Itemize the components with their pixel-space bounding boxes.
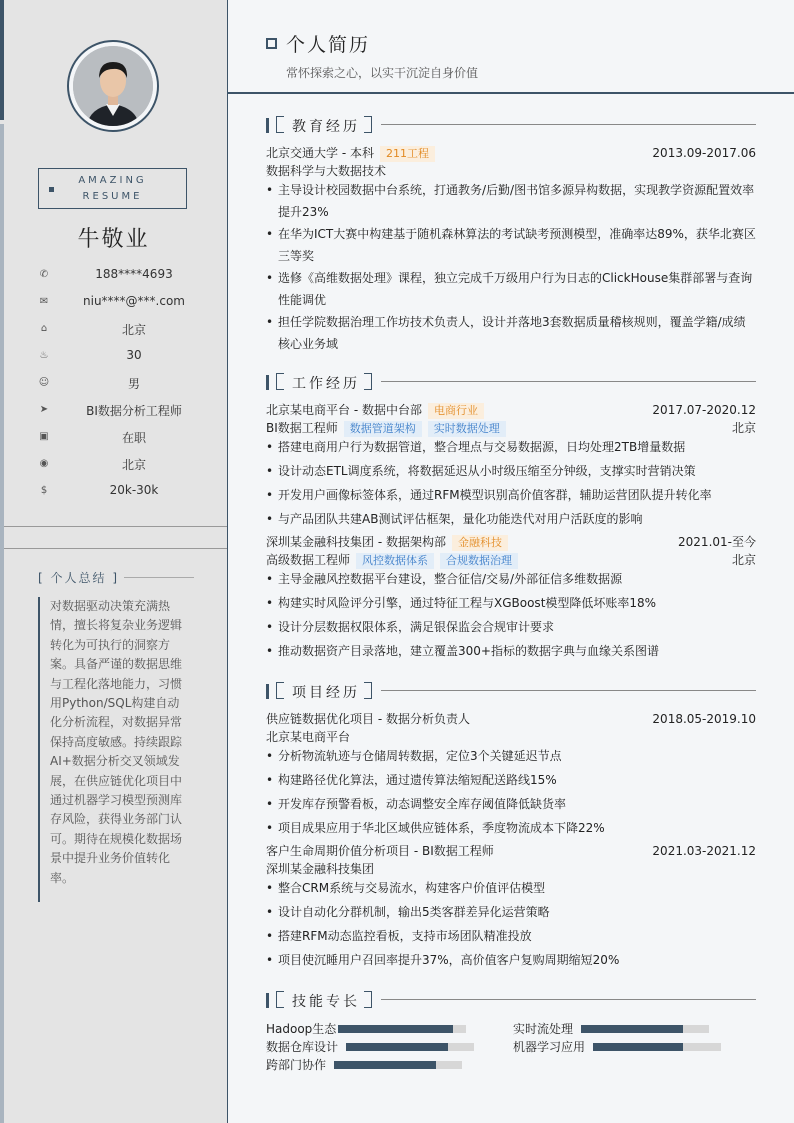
job-role: BI数据工程师 — [266, 421, 338, 435]
info-home — [38, 321, 208, 341]
section-bracket-left — [276, 682, 284, 699]
info-status — [38, 429, 208, 449]
sidebar-accent-bar-light — [0, 124, 4, 1123]
list-item: • 设计动态ETL调度系统，将数据延迟从小时级压缩至分钟级，支撑实时营销决策 — [266, 461, 756, 483]
skill-bar-track — [581, 1025, 709, 1033]
tag-square-icon — [49, 187, 54, 192]
skill-bar-fill — [334, 1061, 436, 1069]
school-badge: 211工程 — [380, 146, 435, 162]
project-org-text: 深圳某金融科技集团 — [266, 862, 375, 876]
skill-bar-track — [346, 1043, 474, 1051]
list-item: • 选修《高维数据处理》课程，独立完成千万级用户行为日志的ClickHouse集群部署与查询性能调优 — [266, 268, 756, 311]
section-bracket-left — [276, 116, 284, 133]
school-name: 北京交通大学 - 本科 — [266, 146, 374, 160]
resume-tag — [38, 168, 187, 209]
job-header — [266, 402, 756, 419]
info-text: niu****@***.com — [83, 294, 185, 308]
info-age — [38, 348, 208, 368]
info-text: 在职 — [121, 431, 146, 445]
section-line — [381, 381, 756, 382]
money-icon: $ — [40, 485, 48, 496]
skill-name: 机器学习应用 — [513, 1040, 586, 1054]
list-item: • 开发库存预警看板，动态调整安全库存阈值降低缺货率 — [266, 794, 756, 816]
list-item: • 搭建电商用户行为数据管道，整合埋点与交易数据源，日均处理2TB增量数据 — [266, 437, 756, 459]
info-text: 188****4693 — [95, 267, 173, 281]
skill-item — [513, 1039, 733, 1055]
avatar-photo — [73, 46, 153, 126]
sidebar-divider — [4, 548, 227, 549]
skill-tag: 风控数据体系 — [356, 553, 434, 569]
list-item: • 担任学院数据治理工作坊技术负责人，设计并落地3套数据质量稽核规则，覆盖学籍/成绩核心业务域 — [266, 312, 756, 355]
list-item: • 分析物流轨迹与仓储周转数据，定位3个关键延迟节点 — [266, 746, 756, 768]
location-icon: ◉ — [39, 458, 49, 469]
project-dates: 2021.03-2021.12 — [652, 844, 756, 858]
info-email — [38, 294, 208, 314]
info-gender — [38, 375, 208, 395]
list-item: • 项目成果应用于华北区域供应链体系，季度物流成本下降22% — [266, 818, 756, 840]
skill-name: 实时流处理 — [513, 1022, 574, 1036]
info-text: BI数据分析工程师 — [86, 404, 182, 418]
job-city: 北京 — [731, 553, 756, 567]
summary-title-line — [124, 577, 194, 578]
job-role-row — [266, 552, 756, 569]
project-org-text: 北京某电商平台 — [266, 730, 351, 744]
summary-text: 对数据驱动决策充满热情，擅长将复杂业务逻辑转化为可执行的洞察方案。具备严谨的数据思维与工程化落地能力，习惯用Python/SQL构建自动化分析流程，对数据异常保持高度敏感。持续跟踪AI+数据分析交叉领域发展，在供应链优化项目中通过机器学习模型预测库存风险，获得业务部门认可。期待在规模化数据场景中提升业务价值转化率。 — [50, 599, 183, 885]
person-name: 牛敬业 — [77, 227, 150, 252]
job-city: 北京 — [731, 421, 756, 435]
skill-name: Hadoop生态 — [266, 1022, 337, 1036]
project-header — [266, 711, 756, 728]
avatar — [67, 40, 159, 132]
project-org — [266, 729, 756, 746]
list-item: • 与产品团队共建AB测试评估框架，量化功能迭代对用户活跃度的影响 — [266, 509, 756, 531]
tag-line-1: AMAZING — [78, 175, 147, 186]
job-dates: 2021.01-至今 — [678, 535, 756, 549]
section-bar — [266, 684, 269, 699]
section-bar — [266, 993, 269, 1008]
skill-bar-track — [338, 1025, 466, 1033]
info-text: 北京 — [121, 323, 146, 337]
mail-icon: ✉ — [39, 296, 49, 307]
skill-item — [513, 1021, 723, 1037]
info-location — [38, 456, 208, 476]
summary-bar — [38, 597, 40, 902]
skill-bar-track — [334, 1061, 462, 1069]
list-item: • 整合CRM系统与交易流水，构建客户价值评估模型 — [266, 878, 756, 900]
skill-bar-track — [593, 1043, 721, 1051]
home-icon: ⌂ — [40, 323, 48, 334]
list-item: • 主导金融风控数据平台建设，整合征信/交易/外部征信多维数据源 — [266, 569, 756, 591]
sidebar — [0, 0, 228, 1123]
list-item: • 项目使沉睡用户召回率提升37%，高价值客户复购周期缩短20% — [266, 950, 756, 972]
section-line — [381, 999, 756, 1000]
education-major — [266, 163, 756, 180]
page-subtitle: 常怀探索之心，以实干沉淀自身价值 — [286, 66, 479, 80]
main-content — [228, 0, 794, 1123]
phone-icon: ✆ — [39, 269, 49, 280]
skill-item — [266, 1039, 486, 1055]
section-line — [381, 124, 756, 125]
project-org — [266, 861, 756, 878]
project-name: 客户生命周期价值分析项目 - BI数据工程师 — [266, 844, 494, 858]
list-item: • 搭建RFM动态监控看板，支持市场团队精准投放 — [266, 926, 756, 948]
sidebar-accent-bar — [0, 0, 4, 120]
company-name: 深圳某金融科技集团 - 数据架构部 — [266, 535, 446, 549]
summary-title-text: 个人总结 — [50, 571, 107, 585]
list-item: • 设计分层数据权限体系，满足银保监会合规审计要求 — [266, 617, 756, 639]
list-item: • 在华为ICT大赛中构建基于随机森林算法的考试缺考预测模型，准确率达89%，获华北赛区三等奖 — [266, 224, 756, 267]
skill-bar-fill — [593, 1043, 683, 1051]
section-title: 技能专长 — [292, 994, 360, 1010]
list-item: • 构建路径优化算法，通过遗传算法缩短配送路线15% — [266, 770, 756, 792]
sidebar-divider — [4, 526, 227, 527]
industry-badge: 电商行业 — [428, 403, 484, 419]
project-header — [266, 843, 756, 860]
skill-bar-fill — [346, 1043, 448, 1051]
list-item: • 构建实时风险评分引擎，通过特征工程与XGBoost模型降低坏账率18% — [266, 593, 756, 615]
section-bracket-left — [276, 373, 284, 390]
info-text: 20k-30k — [109, 483, 159, 497]
section-title: 工作经历 — [292, 376, 360, 392]
info-phone — [38, 267, 208, 287]
section-bracket-right — [364, 373, 372, 390]
section-header-education — [266, 116, 756, 136]
section-title: 项目经历 — [292, 685, 360, 701]
info-text: 30 — [126, 348, 142, 362]
section-bar — [266, 118, 269, 133]
summary-title: [ 个人总结 ] — [38, 571, 120, 585]
job-header — [266, 534, 756, 551]
section-bracket-right — [364, 116, 372, 133]
section-bracket-left — [276, 991, 284, 1008]
major-text: 数据科学与大数据技术 — [266, 164, 387, 178]
skill-name: 数据仓库设计 — [266, 1040, 339, 1054]
project-name: 供应链数据优化项目 - 数据分析负责人 — [266, 712, 470, 726]
skill-item — [266, 1021, 476, 1037]
skill-bar-fill — [338, 1025, 453, 1033]
list-item: • 设计自动化分群机制，输出5类客群差异化运营策略 — [266, 902, 756, 924]
section-header-work — [266, 373, 756, 393]
section-bracket-right — [364, 991, 372, 1008]
info-text: 北京 — [121, 458, 146, 472]
skill-tag: 合规数据治理 — [440, 553, 518, 569]
industry-badge: 金融科技 — [452, 535, 508, 551]
section-header-skills — [266, 991, 756, 1011]
info-salary — [38, 483, 208, 503]
skill-item — [266, 1057, 476, 1073]
section-line — [381, 690, 756, 691]
section-bracket-right — [364, 682, 372, 699]
project-dates: 2018.05-2019.10 — [652, 712, 756, 726]
job-role-row — [266, 420, 756, 437]
education-header — [266, 145, 756, 162]
cake-icon: ♨ — [39, 350, 49, 361]
section-header-projects — [266, 682, 756, 702]
skill-tag: 数据管道架构 — [344, 421, 422, 437]
job-dates: 2017.07-2020.12 — [652, 403, 756, 417]
skill-bar-fill — [581, 1025, 683, 1033]
section-title: 教育经历 — [292, 119, 360, 135]
title-square-icon — [266, 38, 277, 49]
header-divider — [228, 92, 794, 94]
skill-name: 跨部门协作 — [266, 1058, 327, 1072]
briefcase-icon: ▣ — [39, 431, 49, 442]
tag-line-2: RESUME — [82, 191, 143, 202]
list-item: • 主导设计校园数据中台系统，打通教务/后勤/图书馆多源异构数据，实现教学资源配置效率提升23% — [266, 180, 756, 223]
page-title: 个人简历 — [286, 34, 371, 56]
skill-tag: 实时数据处理 — [428, 421, 506, 437]
section-bar — [266, 375, 269, 390]
company-name: 北京某电商平台 - 数据中台部 — [266, 403, 422, 417]
list-item: • 开发用户画像标签体系，通过RFM模型识别高价值客群，辅助运营团队提升转化率 — [266, 485, 756, 507]
education-dates: 2013.09-2017.06 — [652, 146, 756, 160]
job-role: 高级数据工程师 — [266, 553, 351, 567]
info-text: 男 — [127, 377, 140, 391]
list-item: • 推动数据资产目录落地，建立覆盖300+指标的数据字典与血缘关系图谱 — [266, 641, 756, 663]
info-position — [38, 402, 208, 422]
send-icon: ➤ — [39, 404, 49, 415]
face-icon: ☺ — [38, 377, 50, 388]
